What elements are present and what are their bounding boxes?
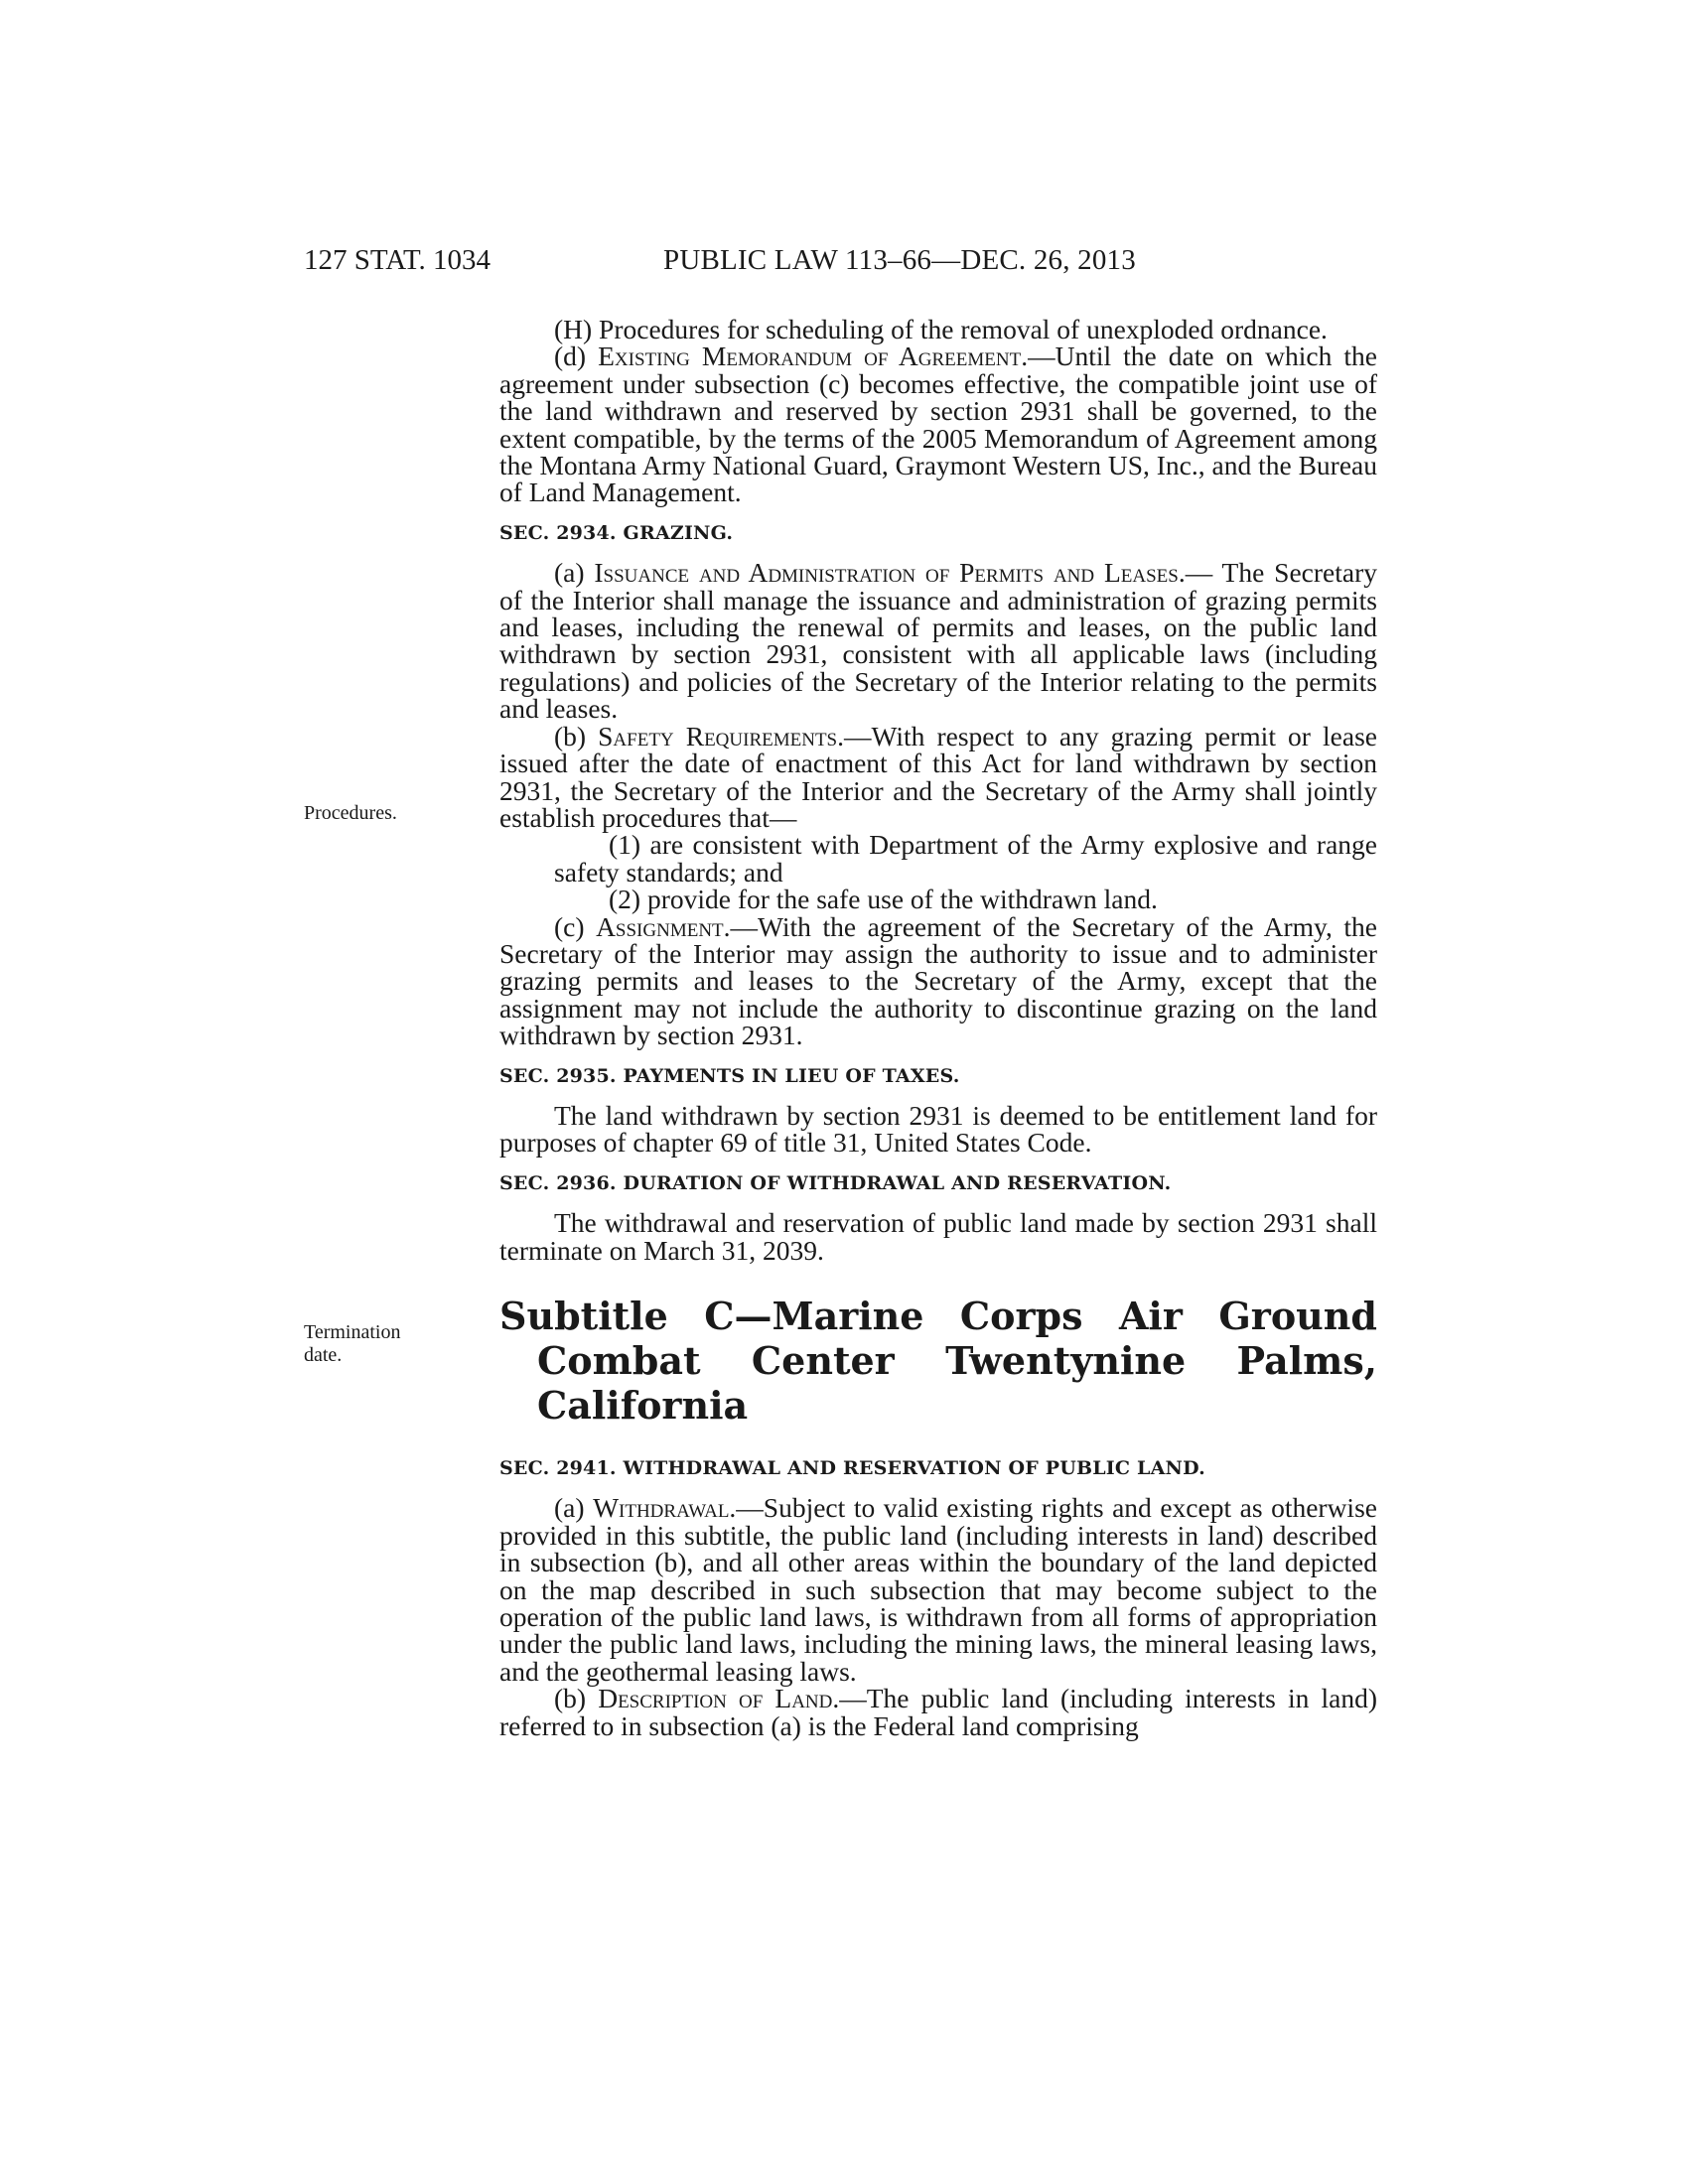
stat-page-number: 127 STAT. 1034 bbox=[304, 244, 492, 276]
subtitle-c-heading: Subtitle C—Marine Corps Air Ground Combat Center Twentynine Palms, California bbox=[499, 1294, 1377, 1428]
paragraph-h: (H) Procedures for scheduling of the removal of unexploded ordnance. bbox=[554, 314, 1328, 344]
subsection-2941-a: (a) Withdrawal.—Subject to valid existing rights and except as otherwise provided in this subtitle, the public land (including interests in land) described in subsection (b), and all other areas within the boundary of the land depicted on the map described in such subsection that may become subject to the operation of the public land laws, is withdrawn from all forms of appropriation under the public land laws, including the mining laws, the mineral leasing laws, and the geothermal leasing laws. bbox=[499, 1492, 1377, 1687]
margin-note-termination-date: Termination date. bbox=[304, 1321, 401, 1366]
subsection-2934-b: (b) Safety Requirements.—With respect to any grazing permit or lease issued after the date of enactment of this Act for land withdrawn by section 2931, the Secretary of the Interior and the Secretary of the Army shall jointly establish procedures that— bbox=[499, 720, 1377, 833]
subsection-d: (d) Existing Memorandum of Agreement.—Until the date on which the agreement under subsection (c) becomes effective, the compatible joint use of the land withdrawn and reserved by section 2931 shall be governed, to the extent compatible, by the terms of the 2005 Memorandum of Agreement among the Montana Army National Guard, Graymont Western US, Inc., and the Bureau of Land Management. bbox=[499, 341, 1377, 508]
paragraph-b2: (2) provide for the safe use of the withdrawn land. bbox=[609, 884, 1158, 915]
subsection-2941-b: (b) Description of Land.—The public land (including interests in land) referred to in subsection (a) is the Federal land comprising bbox=[499, 1683, 1377, 1741]
subsection-2934-c: (c) Assignment.—With the agreement of the Secretary of the Army, the Secretary of the Interior may assign the authority to issue and to administer grazing permits and leases to the Secretary of the Army, except that the assignment may not include the authority to discontinue grazing on the land withdrawn by section 2931. bbox=[499, 910, 1377, 1051]
subsection-d-caption: Existing Memorandum of Agreement bbox=[598, 341, 1022, 372]
section-2934-heading: SEC. 2934. GRAZING. bbox=[499, 521, 734, 544]
paragraph-b1: (1) are consistent with Department of the Army explosive and range safety standards; and bbox=[554, 829, 1377, 887]
statute-body bbox=[499, 316, 1377, 1739]
section-2936-text: The withdrawal and reservation of public land made by section 2931 shall terminate on March 31, 2039. bbox=[499, 1207, 1377, 1266]
section-2935-text: The land withdrawn by section 2931 is deemed to be entitlement land for purposes of chapter 69 of title 31, United States Code. bbox=[499, 1099, 1377, 1159]
running-header bbox=[0, 244, 1688, 284]
section-2935-heading: SEC. 2935. PAYMENTS IN LIEU OF TAXES. bbox=[499, 1064, 960, 1087]
section-2941-heading: SEC. 2941. WITHDRAWAL AND RESERVATION OF PUBLIC LAND. bbox=[499, 1457, 1205, 1479]
section-2936-heading: SEC. 2936. DURATION OF WITHDRAWAL AND RESERVATION. bbox=[499, 1171, 1172, 1194]
public-law-citation: PUBLIC LAW 113–66—DEC. 26, 2013 bbox=[663, 244, 1136, 276]
subsection-2934-a: (a) Issuance and Administration of Permits and Leases.— The Secretary of the Interior shall manage the issuance and administration of grazing permits and leases, including the renewal of permits and leases, on the public land withdrawn by section 2931, consistent with all applicable laws (including regulations) and policies of the Secretary of the Interior relating to the permits and leases. bbox=[499, 557, 1377, 725]
subsection-2934-c-caption: Assignment bbox=[596, 910, 724, 942]
subsection-2934-a-caption: Issuance and Administration of Permits and Leases bbox=[594, 557, 1179, 589]
margin-note-procedures: Procedures. bbox=[304, 802, 397, 824]
subsection-2941-a-caption: Withdrawal bbox=[593, 1492, 730, 1524]
subsection-2934-b-caption: Safety Requirements bbox=[598, 720, 838, 751]
subsection-2941-b-caption: Description of Land bbox=[598, 1683, 833, 1714]
